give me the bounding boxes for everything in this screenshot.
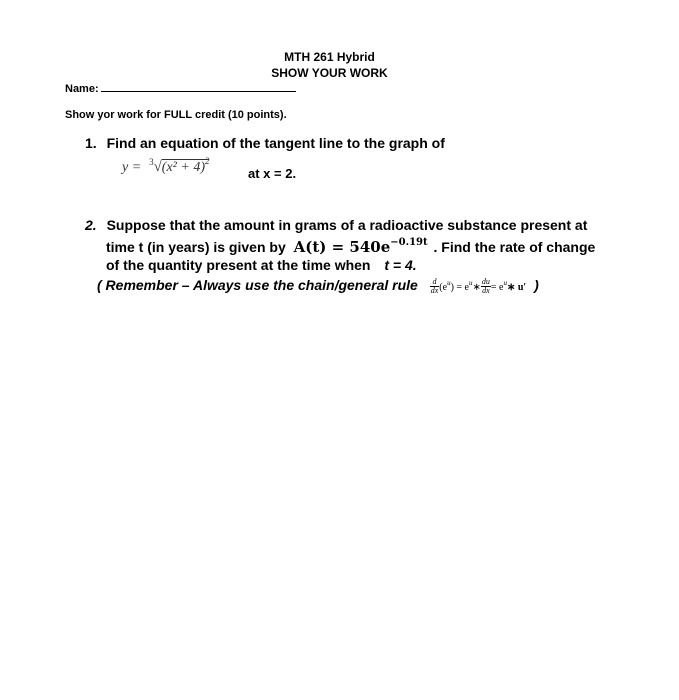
- name-label: Name:: [65, 83, 99, 95]
- name-field: [65, 82, 296, 95]
- question-1-number: 1.: [85, 135, 97, 151]
- chain-rule-formula: $\frac{d}{dx}$ $(e^u)$ = $e^u∗$ $\frac{du}{dx}$ = $e^u∗$ u′: [430, 276, 527, 295]
- question-2-line-1: 2. Suppose that the amount in grams of a radioactive substance present at: [85, 217, 588, 233]
- radical-icon: √: [153, 159, 162, 175]
- question-1-at: at x = 2.: [248, 166, 297, 181]
- question-2-line-3: of the quantity present at the time when t = 4.: [106, 257, 417, 273]
- decay-formula: $A(t) = 540e^{-0.19t}$: [293, 237, 428, 256]
- question-1-text: Find an equation of the tangent line to the graph of: [106, 135, 445, 151]
- question-2-line-2: time t (in years) is given by $A(t) = 540e^{-0.19t}$ . Find the rate of change: [106, 237, 596, 256]
- page-subtitle: SHOW YOUR WORK: [271, 66, 388, 80]
- instructions: Show yor work for FULL credit (10 points).: [65, 109, 287, 121]
- equation-lhs: y =: [122, 160, 142, 175]
- root-index: 3: [149, 157, 154, 167]
- radicand: $(x^2 + 4)^2$: [161, 156, 210, 175]
- name-blank-line: [101, 82, 296, 92]
- question-2-number: 2.: [85, 217, 97, 233]
- question-1: [85, 135, 445, 151]
- chain-rule-reminder: ( Remember – Always use the chain/general rule $\frac{d}{dx}$ $(e^u)$ = $e^u∗$ $\frac{du}{dx}$ = $e^u∗$ u′ ): [97, 276, 539, 295]
- course-title: MTH 261 Hybrid: [284, 50, 375, 64]
- question-1-equation: [122, 156, 209, 176]
